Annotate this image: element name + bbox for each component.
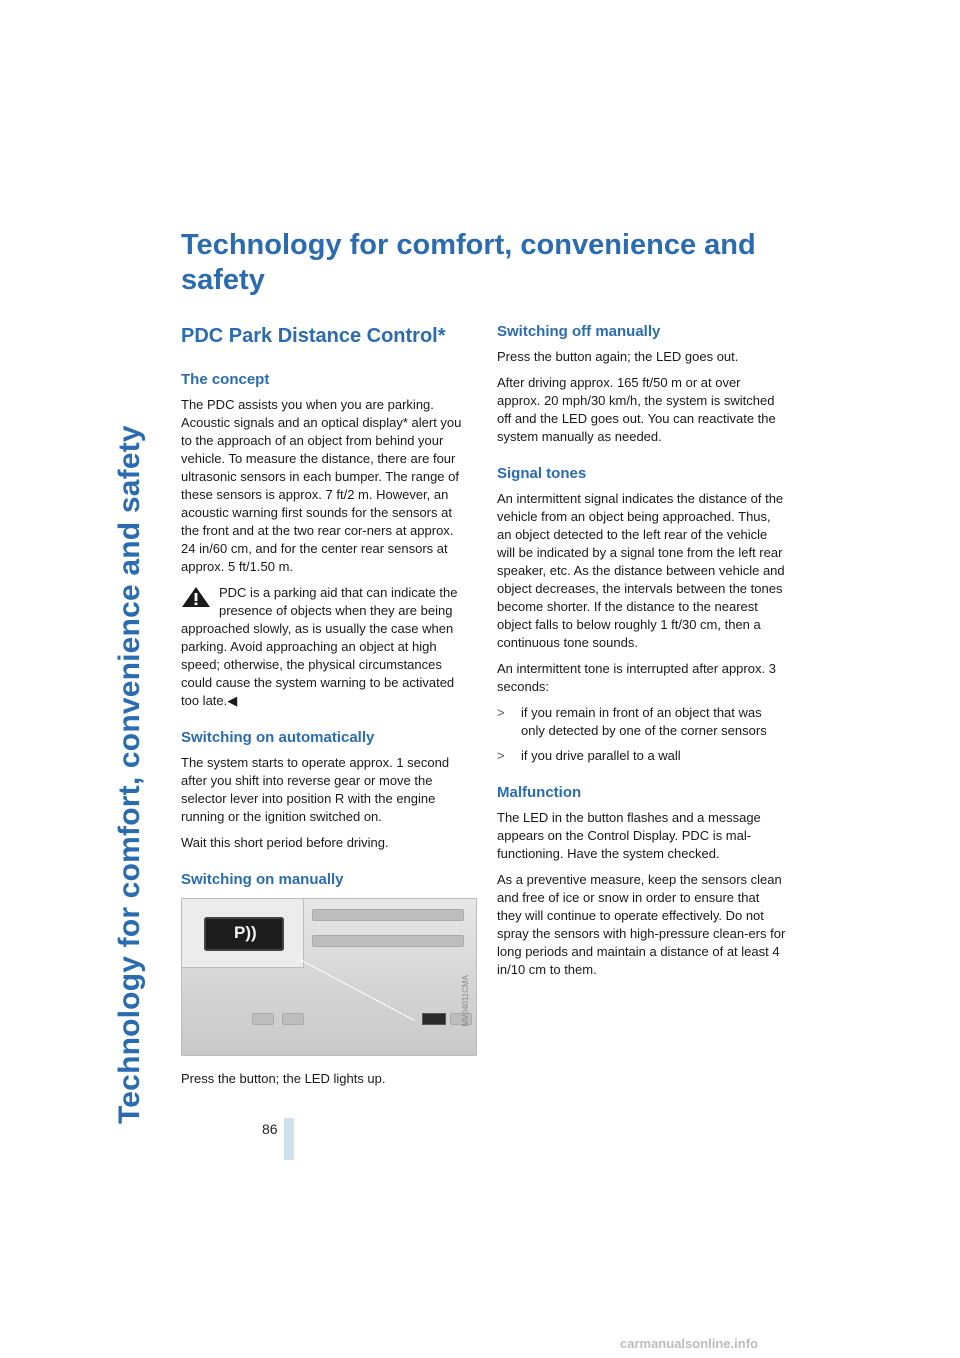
pdc-button-label: P)) — [234, 923, 257, 942]
pdc-button-figure — [181, 898, 477, 1056]
figure-code: MV04011CMA — [461, 975, 470, 1027]
bullet-marker: > — [497, 748, 505, 763]
concept-heading: The concept — [181, 371, 270, 388]
auto-paragraph-1: The system starts to operate approx. 1 second after you shift into reverse gear or move the selector lever into position R with the engine running or the ignition switched on. — [181, 755, 450, 824]
figure-slot — [282, 1013, 304, 1025]
figure-button-location — [422, 1013, 446, 1025]
warning-text: PDC is a parking aid that can indicate the presence of objects when they are being approached slowly, as is usually the case when parking. Avoid approaching an object at high speed; otherwise, the physical circumstances could cause the system warning to be activated too late.◀ — [181, 585, 458, 708]
auto-heading: Switching on automatically — [181, 729, 375, 746]
figure-inset — [182, 899, 304, 968]
figure-slot — [312, 909, 464, 921]
malfunction-paragraph-2: As a preventive measure, keep the sensors clean and free of ice or snow in order to ensure that they will continue to operate effectively. Do not spray the sensors with high-pressure clean-ers for long periods and maintain a distance of at least 4 in/10 cm to them. — [497, 872, 786, 977]
manual-paragraph: Press the button; the LED lights up. — [181, 1071, 386, 1086]
tones-paragraph-2: An intermittent tone is interrupted after approx. 3 seconds: — [497, 661, 776, 694]
warning-note — [181, 584, 471, 710]
warning-triangle-icon — [181, 586, 211, 608]
watermark: carmanualsonline.info — [620, 1336, 758, 1351]
list-item: > if you drive parallel to a wall — [497, 748, 681, 763]
left-column — [181, 322, 471, 1096]
page-number: 86 — [262, 1121, 278, 1137]
figure-slot — [252, 1013, 274, 1025]
manual-heading: Switching on manually — [181, 871, 344, 888]
off-heading: Switching off manually — [497, 323, 661, 340]
section-title: PDC Park Distance Control* — [181, 325, 446, 347]
tones-paragraph-1: An intermittent signal indicates the distance of the vehicle from an object being approached. Thus, an object detected to the left rear of the vehicle will be indicated by a signal tone from the left rear speaker, etc. As the distance between vehicle and object decreases, the intervals between the tones become shorter. If the distance to the nearest object falls to below roughly 1 ft/30 cm, then a continuous tone sounds. — [497, 491, 785, 650]
figure-pointer-line — [300, 959, 415, 1021]
tones-bullet-list — [497, 704, 787, 765]
pdc-button — [204, 917, 284, 951]
page-number-bar — [284, 1118, 294, 1160]
off-paragraph-1: Press the button again; the LED goes out. — [497, 349, 739, 364]
off-paragraph-2: After driving approx. 165 ft/50 m or at over approx. 20 mph/30 km/h, the system is switched off and the LED goes out. You can reactivate the system manually as needed. — [497, 375, 776, 444]
right-column — [497, 322, 787, 987]
auto-paragraph-2: Wait this short period before driving. — [181, 835, 389, 850]
tones-heading: Signal tones — [497, 465, 587, 482]
page-title: Technology for comfort, convenience and safety — [181, 229, 756, 296]
concept-paragraph: The PDC assists you when you are parking. Acoustic signals and an optical display* alert you to the approach of an object from behind your vehicle. To measure the distance, there are four ultrasonic sensors in each bumper. The range of these sensors is approx. 7 ft/2 m. However, an acoustic warning first sounds for the sensors at the front and at the two rear cor-ners at approx. 24 in/60 cm, and for the center rear sensors at approx. 5 ft/1.50 m. — [181, 397, 462, 574]
bullet-marker: > — [497, 705, 505, 720]
malfunction-paragraph-1: The LED in the button flashes and a message appears on the Control Display. PDC is mal-functioning. Have the system checked. — [497, 810, 761, 861]
list-item: > if you remain in front of an object that was only detected by one of the corner sensors — [497, 705, 767, 738]
side-chapter-title: Technology for comfort, convenience and safety — [113, 425, 146, 1124]
figure-slot — [312, 935, 464, 947]
malfunction-heading: Malfunction — [497, 784, 582, 801]
